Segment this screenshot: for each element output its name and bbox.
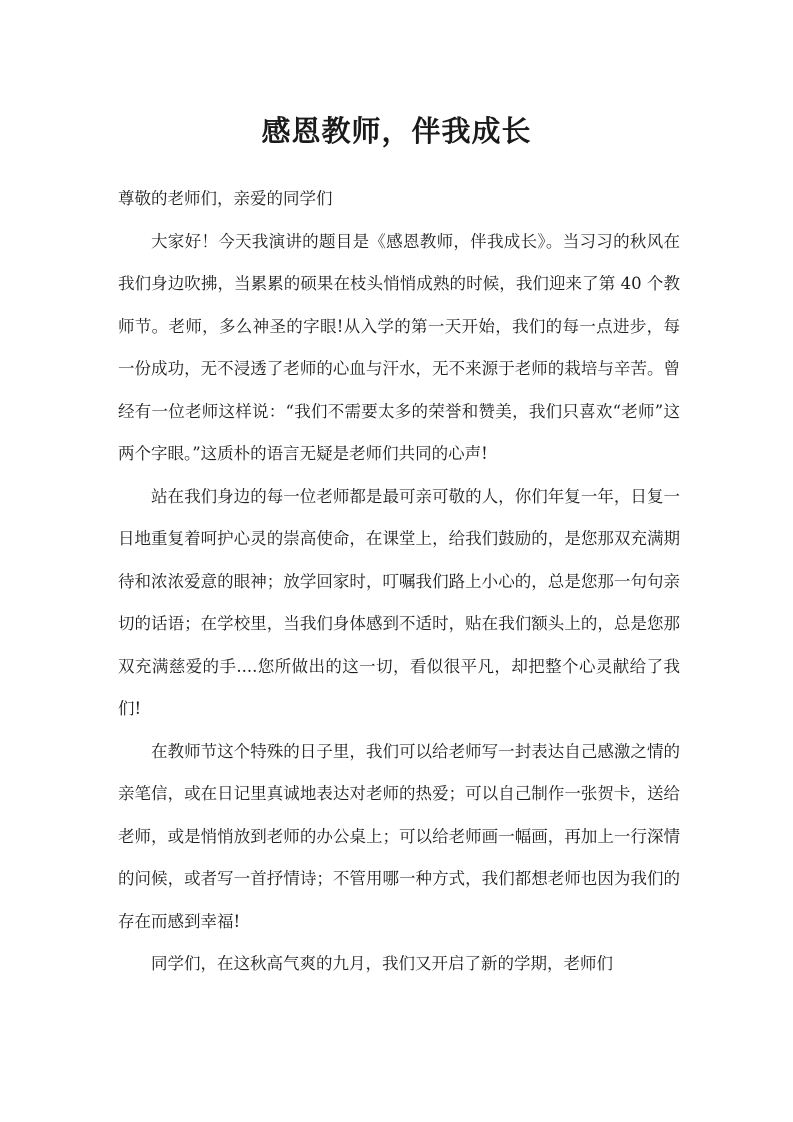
body-paragraph-3: 在教师节这个特殊的日子里，我们可以给老师写一封表达自己感激之情的亲笔信，或在日记里真诚地表达对老师的热爱；可以自己制作一张贺卡，送给老师，或是悄悄放到老师的办公桌上；可以给老师画一幅画，再加上一行深情的问候，或者写一首抒情诗；不管用哪一种方式，我们都想老师也因为我们的存在而感到幸福! xyxy=(118,741,680,931)
body-paragraph-4: 同学们，在这秋高气爽的九月，我们又开启了新的学期，老师们 xyxy=(151,954,613,973)
page-title: 感恩教师，伴我成长 xyxy=(261,114,532,149)
document-body xyxy=(118,178,680,986)
salutation-line: 尊敬的老师们，亲爱的同学们 xyxy=(118,189,333,208)
body-paragraph-2: 站在我们身边的每一位老师都是最可亲可敬的人，你们年复一年，日复一日地重复着呵护心灵的崇高使命，在课堂上，给我们鼓励的，是您那双充满期待和浓浓爱意的眼神；放学回家时，叮嘱我们路上小心的，总是您那一句句亲切的话语；在学校里，当我们身体感到不适时，贴在我们额头上的，总是您那双充满慈爱的手....您所做出的这一切，看似很平凡，却把整个心灵献给了我们! xyxy=(118,486,680,718)
body-paragraph-1: 大家好！今天我演讲的题目是《感恩教师，伴我成长》。当习习的秋风在我们身边吹拂，当累累的硕果在枝头悄悄成熟的时候，我们迎来了第 40 个教师节。老师，多么神圣的字眼!从入学的第一天开始，我们的每一点进步，每一份成功，无不浸透了老师的心血与汗水，无不来源于老师的栽培与辛苦。曾经有一位老师这样说：“我们不需要太多的荣誉和赞美，我们只喜欢“老师”这两个字眼。”这质朴的语言无疑是老师们共同的心声! xyxy=(118,231,680,463)
